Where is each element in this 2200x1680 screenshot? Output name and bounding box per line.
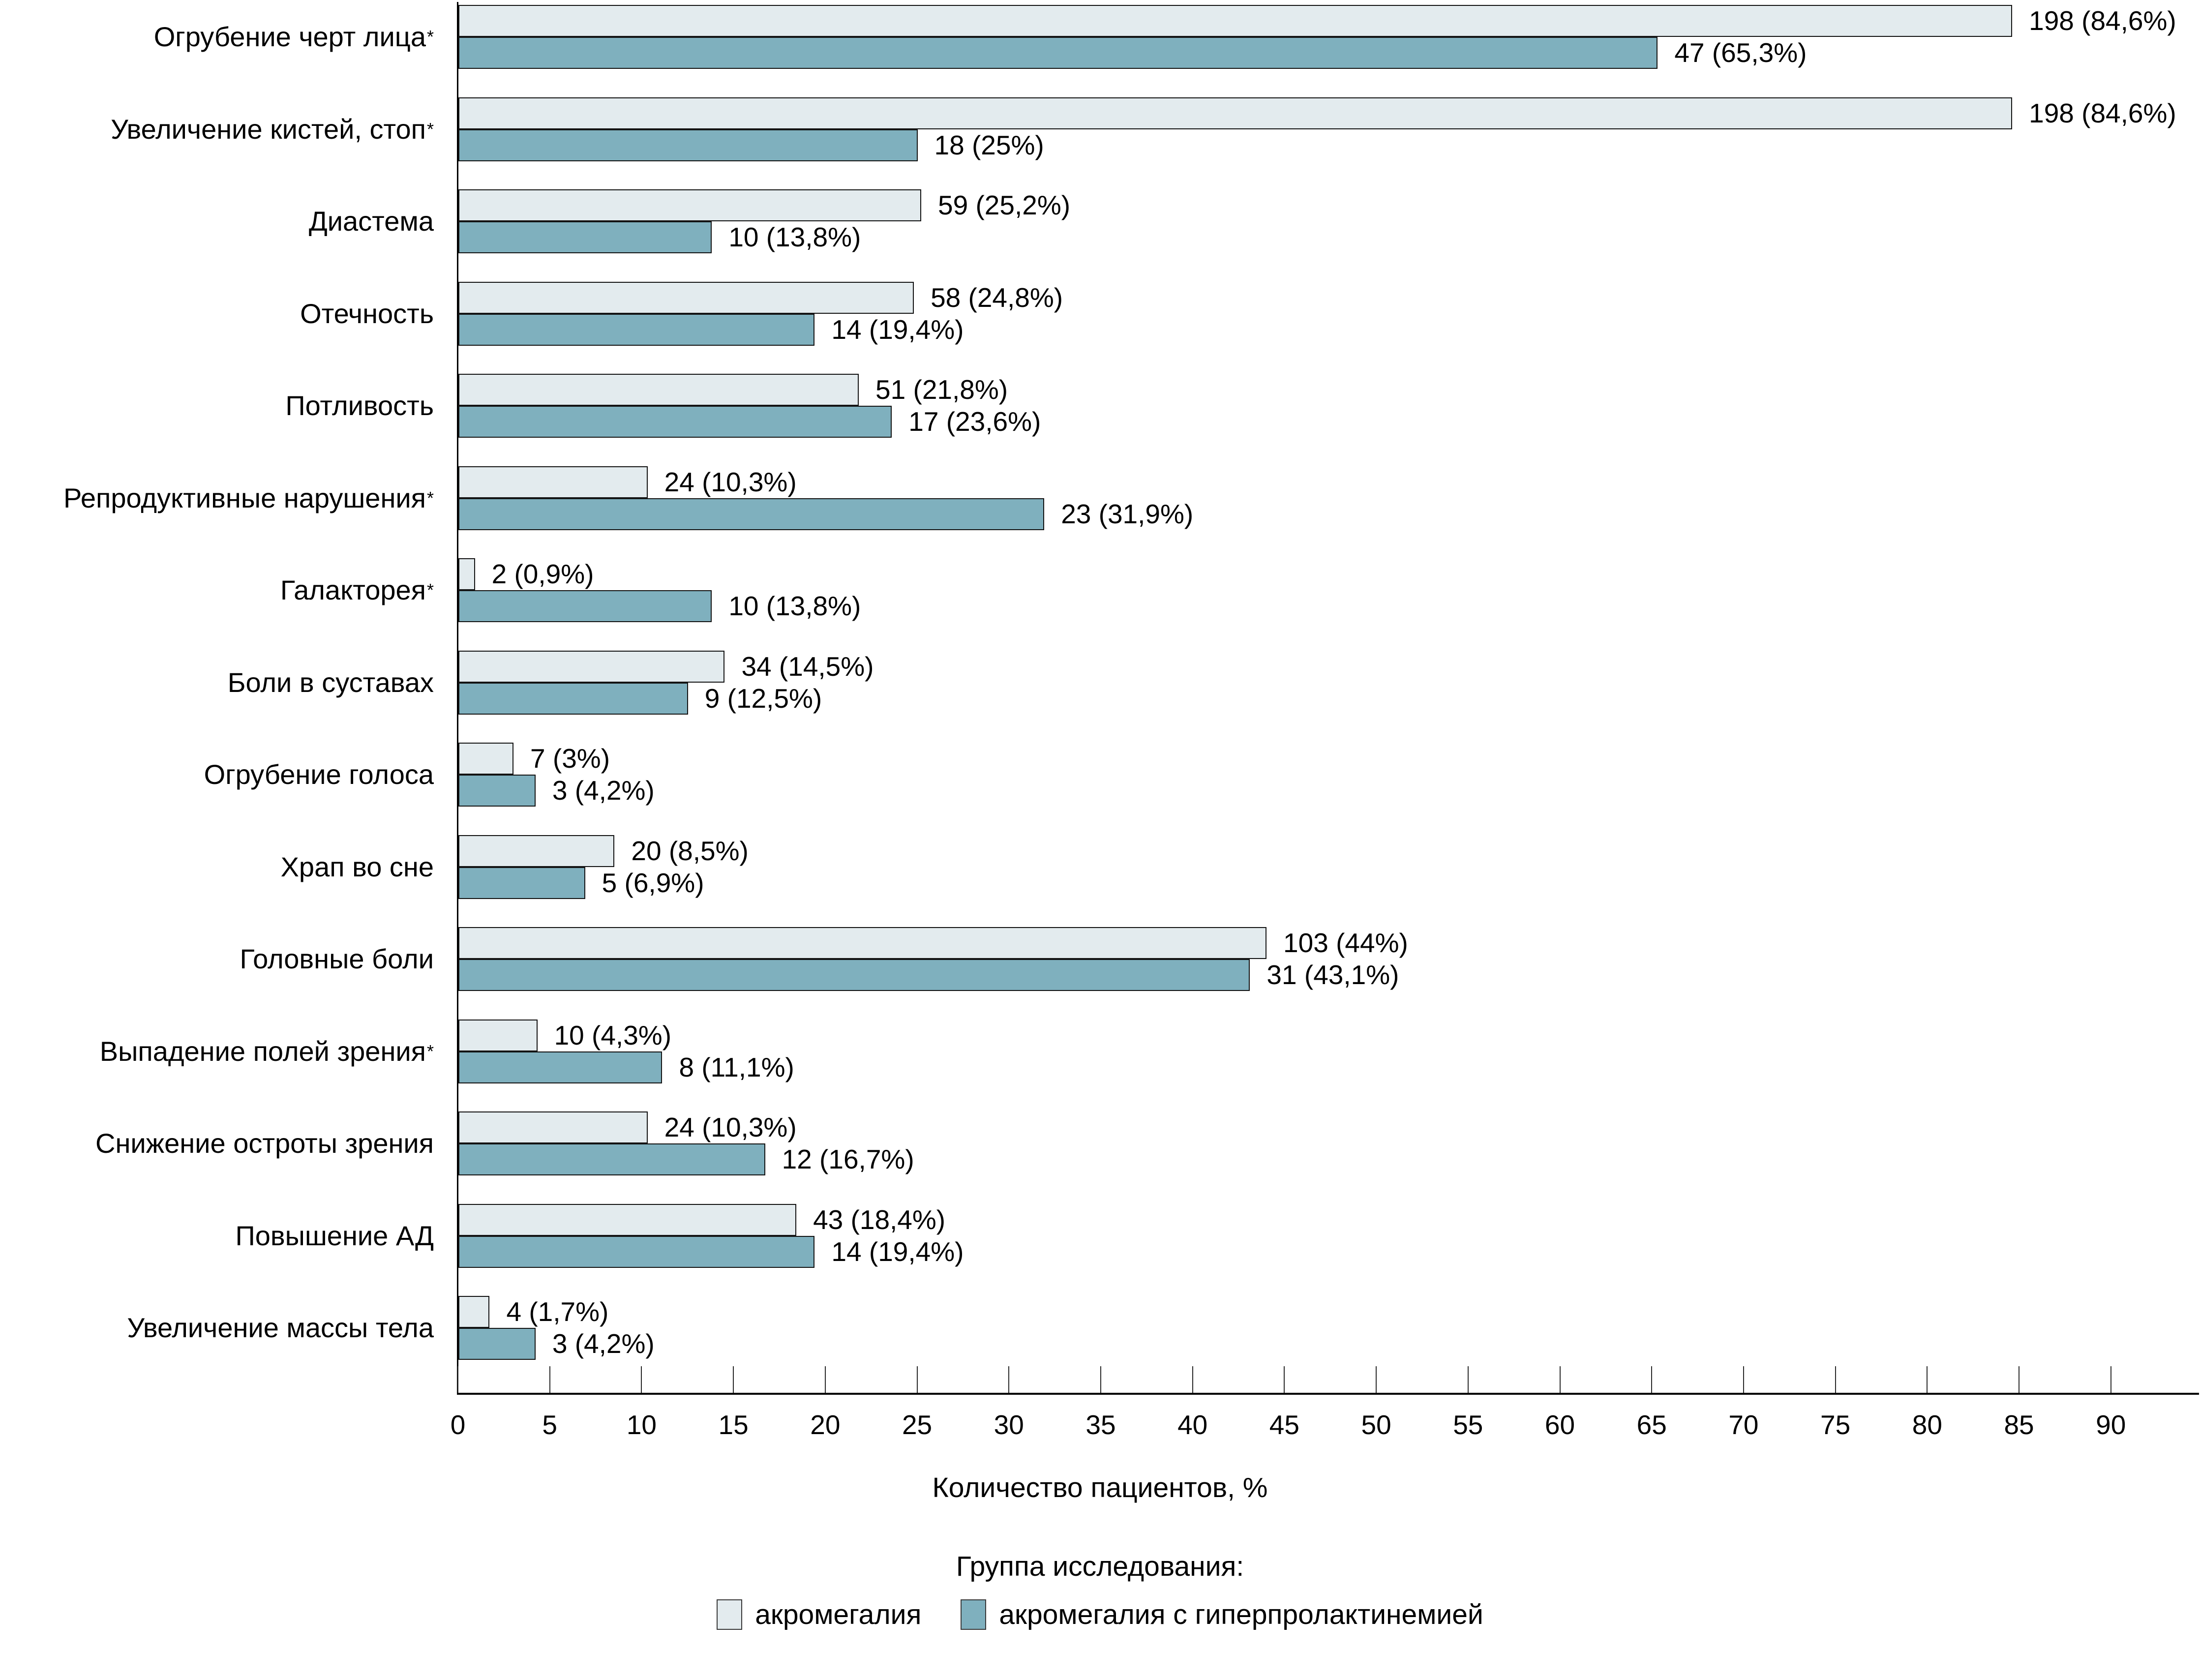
category-row — [0, 558, 2200, 622]
category-row — [0, 651, 2200, 715]
category-label: Репродуктивные нарушения * — [63, 482, 434, 513]
bar-acromegaly-hyperprolactinemia — [458, 683, 688, 715]
bar-value-label-acromegaly-hyperprolactinemia: 31 (43,1%) — [1266, 960, 1399, 990]
x-axis-tick-label: 5 — [542, 1410, 557, 1440]
bar-acromegaly — [458, 1204, 796, 1236]
x-axis-tick-label: 65 — [1636, 1410, 1667, 1440]
bar-value-label-acromegaly-hyperprolactinemia: 47 (65,3%) — [1674, 37, 1807, 68]
bar-value-label-acromegaly: 198 (84,6%) — [2029, 5, 2176, 36]
bar-value-label-acromegaly-hyperprolactinemia: 10 (13,8%) — [728, 591, 861, 621]
bar-value-label-acromegaly: 59 (25,2%) — [938, 190, 1071, 220]
bar-acromegaly — [458, 651, 724, 683]
x-axis-tick-label: 45 — [1269, 1410, 1299, 1440]
category-row — [0, 282, 2200, 346]
bar-pair — [458, 189, 1070, 253]
bar-pair — [458, 1111, 914, 1175]
bar-value-label-acromegaly-hyperprolactinemia: 14 (19,4%) — [831, 314, 964, 345]
x-axis-tick-label: 15 — [718, 1410, 749, 1440]
bar-value-label-acromegaly: 103 (44%) — [1283, 928, 1408, 958]
category-label: Увеличение массы тела — [127, 1312, 434, 1343]
bar-acromegaly-hyperprolactinemia — [458, 129, 918, 161]
bar-acromegaly-hyperprolactinemia — [458, 867, 585, 899]
x-axis-tick-labels — [450, 1408, 2199, 1447]
bar-acromegaly — [458, 558, 475, 590]
x-axis-tick-label: 85 — [2004, 1410, 2034, 1440]
bar-acromegaly — [458, 374, 859, 406]
bar-pair — [458, 558, 861, 622]
bar-pair — [458, 835, 749, 899]
legend-item-acromegaly — [717, 1597, 921, 1632]
bar-acromegaly — [458, 97, 2012, 129]
category-row — [0, 5, 2200, 69]
bar-value-label-acromegaly-hyperprolactinemia: 5 (6,9%) — [602, 867, 704, 898]
legend-items — [0, 1597, 2200, 1632]
bar-value-label-acromegaly: 24 (10,3%) — [664, 1112, 797, 1142]
x-axis-tick-label: 55 — [1453, 1410, 1483, 1440]
bar-value-label-acromegaly: 24 (10,3%) — [664, 466, 797, 497]
bar-pair — [458, 97, 2176, 161]
bar-acromegaly-hyperprolactinemia — [458, 959, 1250, 991]
bar-acromegaly — [458, 282, 914, 314]
category-label: Огрубение черт лица * — [153, 21, 434, 52]
bar-value-label-acromegaly-hyperprolactinemia: 23 (31,9%) — [1061, 498, 1194, 529]
x-axis-tick-label: 25 — [902, 1410, 933, 1440]
bar-acromegaly-hyperprolactinemia — [458, 1328, 536, 1360]
bar-value-label-acromegaly-hyperprolactinemia: 3 (4,2%) — [552, 1328, 655, 1359]
bar-value-label-acromegaly: 2 (0,9%) — [491, 559, 594, 589]
bar-acromegaly-hyperprolactinemia — [458, 775, 536, 807]
bar-value-label-acromegaly-hyperprolactinemia: 18 (25%) — [934, 129, 1044, 160]
bar-acromegaly-hyperprolactinemia — [458, 221, 712, 253]
bar-pair — [458, 927, 1408, 991]
bar-acromegaly-hyperprolactinemia — [458, 498, 1044, 530]
bar-acromegaly-hyperprolactinemia — [458, 590, 712, 622]
category-label: Диастема — [308, 206, 434, 237]
x-axis-tick-label: 10 — [626, 1410, 657, 1440]
bar-value-label-acromegaly: 10 (4,3%) — [554, 1020, 672, 1050]
bar-acromegaly — [458, 927, 1266, 959]
x-axis-line — [457, 1393, 2199, 1395]
category-row — [0, 374, 2200, 438]
category-label: Потливость — [285, 390, 434, 421]
category-row — [0, 1296, 2200, 1360]
bar-acromegaly — [458, 5, 2012, 37]
legend-item-acromegaly-hyperprolactinemia — [961, 1597, 1483, 1632]
bar-acromegaly — [458, 1296, 489, 1328]
legend-swatch-acromegaly-hyperprolactinemia — [961, 1599, 986, 1630]
x-axis-tick-label: 80 — [1912, 1410, 1942, 1440]
legend-title: Группа исследования: — [956, 1551, 1244, 1582]
x-axis-tick-label: 90 — [2096, 1410, 2126, 1440]
category-row — [0, 1020, 2200, 1083]
bar-acromegaly — [458, 189, 921, 221]
bar-acromegaly-hyperprolactinemia — [458, 314, 814, 346]
bar-value-label-acromegaly: 51 (21,8%) — [875, 374, 1008, 405]
category-row — [0, 927, 2200, 991]
bar-value-label-acromegaly: 4 (1,7%) — [506, 1296, 609, 1327]
bar-acromegaly — [458, 743, 513, 775]
category-label: Огрубение голоса — [204, 759, 434, 790]
category-row — [0, 466, 2200, 530]
x-axis-tick-label: 35 — [1085, 1410, 1116, 1440]
category-row — [0, 189, 2200, 253]
category-label: Увеличение кистей, стоп * — [111, 113, 434, 145]
bar-acromegaly-hyperprolactinemia — [458, 37, 1658, 69]
category-label: Выпадение полей зрения * — [99, 1035, 434, 1067]
x-axis-tick-label: 30 — [994, 1410, 1024, 1440]
legend-swatch-acromegaly — [717, 1599, 742, 1630]
legend-label-acromegaly-hyperprolactinemia: акромегалия с гиперпролактинемией — [999, 1599, 1483, 1630]
bar-value-label-acromegaly-hyperprolactinemia: 14 (19,4%) — [831, 1236, 964, 1267]
x-axis-tick-label: 0 — [450, 1410, 466, 1440]
bar-value-label-acromegaly-hyperprolactinemia: 12 (16,7%) — [782, 1144, 914, 1174]
bar-pair — [458, 5, 2176, 69]
bar-pair — [458, 282, 1063, 346]
bar-pair — [458, 466, 1193, 530]
bar-pair — [458, 651, 874, 715]
bar-acromegaly — [458, 835, 614, 867]
bar-value-label-acromegaly-hyperprolactinemia: 9 (12,5%) — [704, 683, 822, 714]
x-axis-tick-label: 20 — [810, 1410, 841, 1440]
bar-pair — [458, 743, 655, 807]
bar-acromegaly-hyperprolactinemia — [458, 406, 892, 438]
category-row — [0, 1111, 2200, 1175]
x-axis-title: Количество пациентов, % — [932, 1472, 1268, 1503]
category-label: Головные боли — [240, 943, 434, 974]
x-axis-tick-label: 60 — [1544, 1410, 1575, 1440]
x-axis-tick-label: 50 — [1361, 1410, 1391, 1440]
bar-value-label-acromegaly: 34 (14,5%) — [741, 651, 874, 682]
bar-value-label-acromegaly-hyperprolactinemia: 3 (4,2%) — [552, 775, 655, 806]
x-axis-tick-label: 75 — [1820, 1410, 1851, 1440]
bar-acromegaly — [458, 1020, 538, 1051]
category-label: Храп во сне — [280, 851, 434, 882]
x-axis-tick-label: 70 — [1728, 1410, 1759, 1440]
bar-acromegaly — [458, 1111, 648, 1143]
bar-value-label-acromegaly: 198 (84,6%) — [2029, 97, 2176, 128]
category-row — [0, 835, 2200, 899]
category-row — [0, 743, 2200, 807]
bar-acromegaly-hyperprolactinemia — [458, 1143, 765, 1175]
x-axis-tick-label: 40 — [1177, 1410, 1208, 1440]
bar-value-label-acromegaly: 43 (18,4%) — [813, 1204, 946, 1235]
bar-pair — [458, 1020, 794, 1083]
bar-value-label-acromegaly: 7 (3%) — [530, 743, 610, 774]
bar-value-label-acromegaly: 58 (24,8%) — [931, 282, 1063, 313]
bar-pair — [458, 1296, 655, 1360]
bar-value-label-acromegaly-hyperprolactinemia: 10 (13,8%) — [728, 222, 861, 252]
category-label: Снижение остроты зрения — [95, 1128, 434, 1159]
category-label: Галакторея * — [280, 574, 434, 605]
category-label: Отечность — [300, 298, 434, 329]
category-label: Боли в суставах — [227, 666, 434, 698]
legend-label-acromegaly: акромегалия — [755, 1599, 922, 1630]
bar-pair — [458, 1204, 964, 1268]
bar-value-label-acromegaly-hyperprolactinemia: 17 (23,6%) — [908, 406, 1041, 437]
category-row — [0, 1204, 2200, 1268]
category-row — [0, 97, 2200, 161]
bar-acromegaly-hyperprolactinemia — [458, 1236, 814, 1268]
bar-value-label-acromegaly: 20 (8,5%) — [631, 835, 749, 866]
bar-pair — [458, 374, 1041, 438]
bar-acromegaly — [458, 466, 648, 498]
bar-acromegaly-hyperprolactinemia — [458, 1051, 662, 1083]
bar-value-label-acromegaly-hyperprolactinemia: 8 (11,1%) — [679, 1051, 794, 1082]
category-label: Повышение АД — [235, 1220, 434, 1251]
legend — [0, 1549, 2200, 1632]
